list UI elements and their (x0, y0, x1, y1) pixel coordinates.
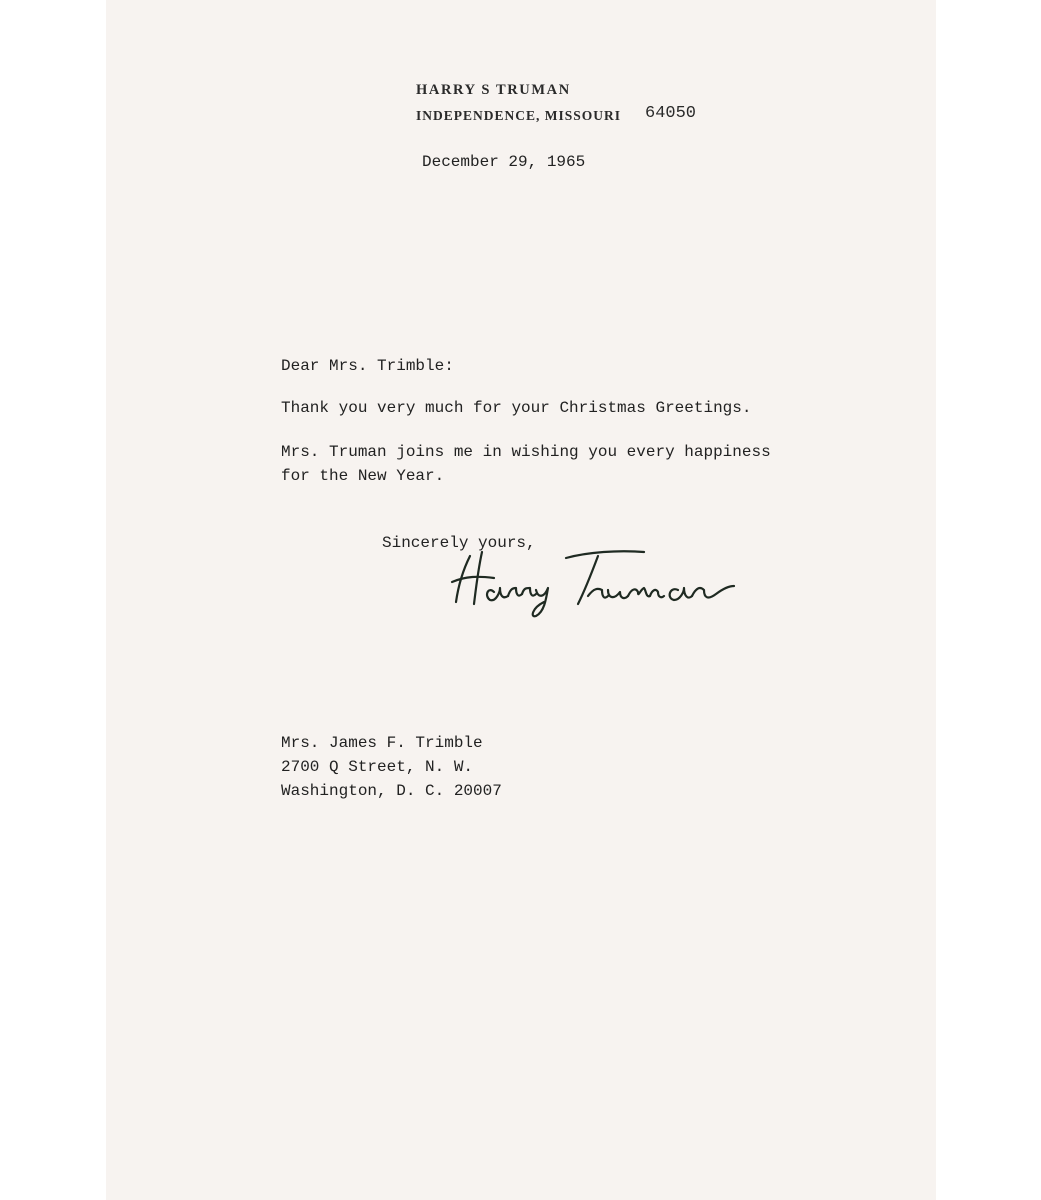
recipient-name: Mrs. James F. Trimble (281, 734, 483, 752)
letterhead-name: HARRY S TRUMAN (416, 82, 571, 98)
recipient-city: Washington, D. C. 20007 (281, 782, 502, 800)
salutation: Dear Mrs. Trimble: (281, 357, 454, 375)
body-paragraph-2-line-2: for the New Year. (281, 467, 445, 485)
signature (448, 538, 738, 618)
body-paragraph-1: Thank you very much for your Christmas Greetings. (281, 399, 752, 417)
body-paragraph-2 (281, 440, 771, 488)
closing: Sincerely yours, (382, 534, 536, 552)
recipient-street: 2700 Q Street, N. W. (281, 758, 474, 776)
body-paragraph-2-line-1: Mrs. Truman joins me in wishing you every happiness (281, 443, 771, 461)
letter-date: December 29, 1965 (422, 153, 586, 171)
letterhead-zip: 64050 (645, 104, 697, 123)
letterhead-address: INDEPENDENCE, MISSOURI (416, 108, 622, 123)
